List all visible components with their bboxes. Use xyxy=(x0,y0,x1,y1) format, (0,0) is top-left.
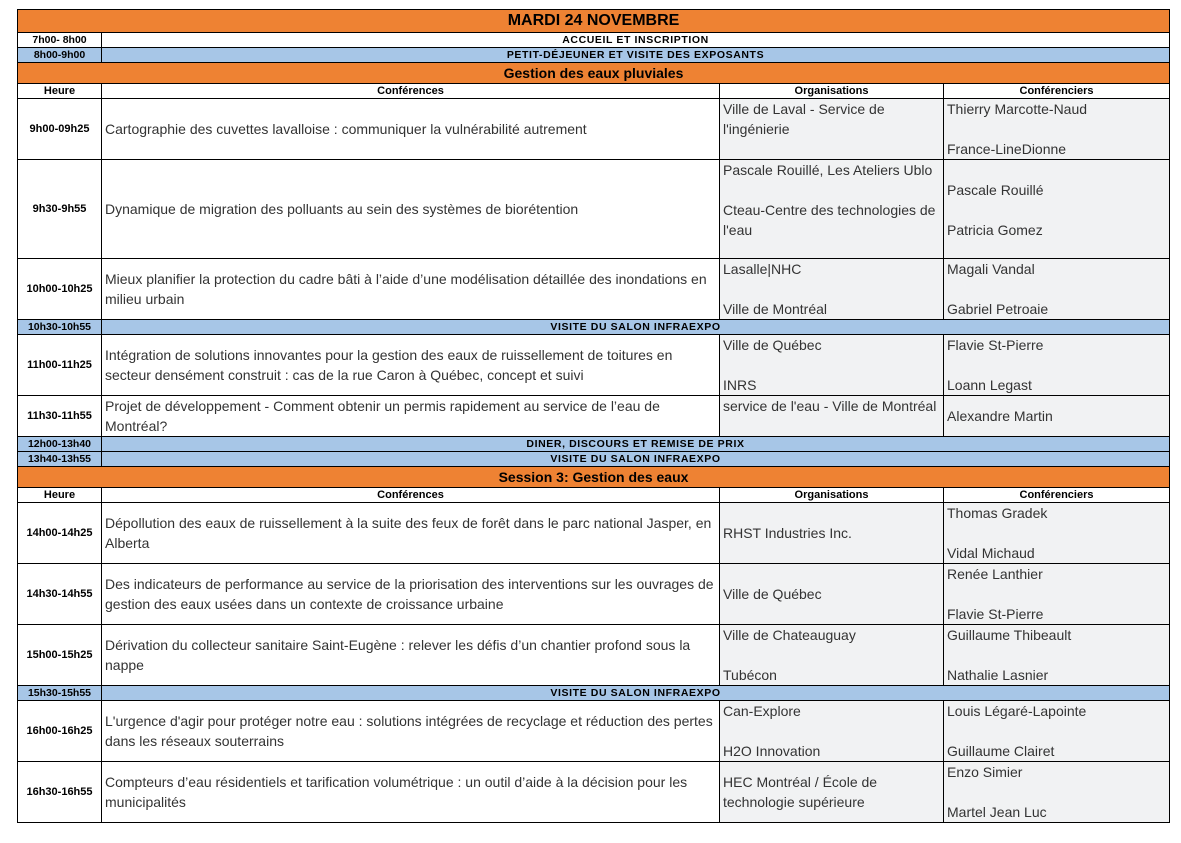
speaker-1: Louis Légaré-Lapointe xyxy=(947,703,1087,719)
talk-title: Compteurs d’eau résidentiels et tarification volumétrique : un outil d’aide à la décision pour les municipalités xyxy=(102,762,720,823)
talk-row xyxy=(18,503,1170,564)
talk-speakers xyxy=(944,160,1170,259)
talk-org xyxy=(720,701,944,762)
bar-label: VISITE DU SALON INFRAEXPO xyxy=(102,452,1170,467)
talk-title: Dérivation du collecteur sanitaire Saint-Eugène : relever les défis d’un chantier profond sous la nappe xyxy=(102,625,720,686)
talk-speakers xyxy=(944,503,1170,564)
talk-org xyxy=(720,259,944,320)
bar-dejeuner xyxy=(18,48,1170,63)
bar-label: VISITE DU SALON INFRAEXPO xyxy=(102,686,1170,701)
talk-time: 16h00-16h25 xyxy=(18,701,102,762)
org-2: Tubécon xyxy=(723,667,777,683)
bar-label: DINER, DISCOURS ET REMISE DE PRIX xyxy=(102,437,1170,452)
talk-title: L'urgence d'agir pour protéger notre eau : solutions intégrées de recyclage et réduction des pertes dans les réseaux souterrains xyxy=(102,701,720,762)
session-title: Session 3: Gestion des eaux xyxy=(18,467,1170,488)
speaker-1: Thierry Marcotte-Naud xyxy=(947,101,1088,117)
talk-time: 11h30-11h55 xyxy=(18,396,102,437)
session-row-3 xyxy=(18,467,1170,488)
speaker-2: Gabriel Petroaie xyxy=(947,301,1049,317)
org-1: Lasalle|NHC xyxy=(723,261,802,277)
talk-row xyxy=(18,335,1170,396)
talk-org xyxy=(720,99,944,160)
talk-speakers xyxy=(944,335,1170,396)
org-2: H2O Innovation xyxy=(723,743,821,759)
session-title: Gestion des eaux pluviales xyxy=(18,63,1170,84)
day-title: MARDI 24 NOVEMBRE xyxy=(18,10,1170,33)
speaker-1: Renée Lanthier xyxy=(947,566,1043,582)
speaker-1: Magali Vandal xyxy=(947,261,1035,277)
speaker-1: Thomas Gradek xyxy=(947,505,1048,521)
header-conf: Conférences xyxy=(102,488,720,503)
speaker-1: Flavie St-Pierre xyxy=(947,337,1044,353)
header-conf: Conférences xyxy=(102,84,720,99)
bar-time: 10h30-10h55 xyxy=(18,320,102,335)
talk-time: 9h30-9h55 xyxy=(18,160,102,259)
org-2: Cteau-Centre des technologies de l'eau xyxy=(723,202,936,238)
talk-time: 16h30-16h55 xyxy=(18,762,102,823)
speaker-2: Vidal Michaud xyxy=(947,545,1035,561)
talk-org xyxy=(720,564,944,625)
bar-diner xyxy=(18,437,1170,452)
speaker-1: Guillaume Thibeault xyxy=(947,627,1072,643)
talk-org xyxy=(720,625,944,686)
talk-time: 14h30-14h55 xyxy=(18,564,102,625)
talk-row xyxy=(18,99,1170,160)
talk-time: 15h00-15h25 xyxy=(18,625,102,686)
speaker-1: Pascale Rouillé xyxy=(947,182,1044,198)
bar-salon-3 xyxy=(18,686,1170,701)
bar-time: 8h00-9h00 xyxy=(18,48,102,63)
talk-speakers xyxy=(944,762,1170,823)
org-2: Ville de Montréal xyxy=(723,301,828,317)
bar-time: 7h00- 8h00 xyxy=(18,33,102,48)
talk-row xyxy=(18,625,1170,686)
header-row-2 xyxy=(18,488,1170,503)
header-org: Organisations xyxy=(720,84,944,99)
talk-org xyxy=(720,503,944,564)
talk-row xyxy=(18,259,1170,320)
header-spk: Conférenciers xyxy=(944,84,1170,99)
schedule xyxy=(17,9,1169,823)
bar-label: ACCUEIL ET INSCRIPTION xyxy=(102,33,1170,48)
talk-title: Projet de développement - Comment obtenir un permis rapidement au service de l’eau de Montréal? xyxy=(102,396,720,437)
talk-title: Dépollution des eaux de ruissellement à la suite des feux de forêt dans le parc national Jasper, en Alberta xyxy=(102,503,720,564)
talk-speakers xyxy=(944,701,1170,762)
talk-title: Cartographie des cuvettes lavalloise : communiquer la vulnérabilité autrement xyxy=(102,99,720,160)
org-1: Pascale Rouillé, Les Ateliers Ublo xyxy=(723,162,933,178)
org-2: INRS xyxy=(723,377,757,393)
speaker-2: Patricia Gomez xyxy=(947,222,1043,238)
talk-row xyxy=(18,564,1170,625)
bar-time: 13h40-13h55 xyxy=(18,452,102,467)
talk-row xyxy=(18,762,1170,823)
org-1: Can-Explore xyxy=(723,703,801,719)
talk-speakers xyxy=(944,564,1170,625)
talk-time: 10h00-10h25 xyxy=(18,259,102,320)
header-org: Organisations xyxy=(720,488,944,503)
bar-time: 12h00-13h40 xyxy=(18,437,102,452)
header-time: Heure xyxy=(18,488,102,503)
talk-time: 11h00-11h25 xyxy=(18,335,102,396)
talk-speakers xyxy=(944,396,1170,437)
org-1: service de l'eau - Ville de Montréal xyxy=(723,398,937,414)
org-1: Ville de Québec xyxy=(723,337,822,353)
talk-title: Des indicateurs de performance au service de la priorisation des interventions sur les ouvrages de gestion des eaux usées dans un contexte de croissance urbaine xyxy=(102,564,720,625)
speaker-1: Enzo Simier xyxy=(947,764,1023,780)
org-1: Ville de Chateauguay xyxy=(723,627,856,643)
speaker-2: Flavie St-Pierre xyxy=(947,606,1044,622)
org-1: Ville de Laval - Service de l'ingénierie xyxy=(723,101,885,137)
org-1: RHST Industries Inc. xyxy=(723,525,852,541)
day-title-row xyxy=(18,10,1170,33)
talk-title: Intégration de solutions innovantes pour la gestion des eaux de ruissellement de toitures en secteur densément construit : cas de la rue Caron à Québec, concept et suivi xyxy=(102,335,720,396)
talk-time: 9h00-09h25 xyxy=(18,99,102,160)
speaker-1: Alexandre Martin xyxy=(947,408,1053,424)
org-1: HEC Montréal / École de technologie supérieure xyxy=(723,774,878,810)
talk-org xyxy=(720,762,944,823)
talk-row xyxy=(18,160,1170,259)
speaker-2: Guillaume Clairet xyxy=(947,743,1055,759)
bar-time: 15h30-15h55 xyxy=(18,686,102,701)
talk-title: Mieux planifier la protection du cadre bâti à l’aide d’une modélisation détaillée des inondations en milieu urbain xyxy=(102,259,720,320)
talk-org xyxy=(720,396,944,437)
bar-salon-1 xyxy=(18,320,1170,335)
schedule-table xyxy=(17,9,1170,823)
talk-row xyxy=(18,396,1170,437)
talk-org xyxy=(720,160,944,259)
session-row-1 xyxy=(18,63,1170,84)
speaker-2: Martel Jean Luc xyxy=(947,804,1047,820)
bar-salon-2 xyxy=(18,452,1170,467)
header-row-1 xyxy=(18,84,1170,99)
talk-speakers xyxy=(944,259,1170,320)
bar-label: VISITE DU SALON INFRAEXPO xyxy=(102,320,1170,335)
talk-time: 14h00-14h25 xyxy=(18,503,102,564)
talk-title: Dynamique de migration des polluants au sein des systèmes de biorétention xyxy=(102,160,720,259)
speaker-2: Nathalie Lasnier xyxy=(947,667,1049,683)
header-spk: Conférenciers xyxy=(944,488,1170,503)
talk-speakers xyxy=(944,625,1170,686)
speaker-2: Loann Legast xyxy=(947,377,1032,393)
bar-label: PETIT-DÉJEUNER ET VISITE DES EXPOSANTS xyxy=(102,48,1170,63)
bar-accueil xyxy=(18,33,1170,48)
talk-row xyxy=(18,701,1170,762)
header-time: Heure xyxy=(18,84,102,99)
org-1: Ville de Québec xyxy=(723,586,822,602)
talk-speakers xyxy=(944,99,1170,160)
talk-org xyxy=(720,335,944,396)
speaker-2: France-LineDionne xyxy=(947,141,1067,157)
